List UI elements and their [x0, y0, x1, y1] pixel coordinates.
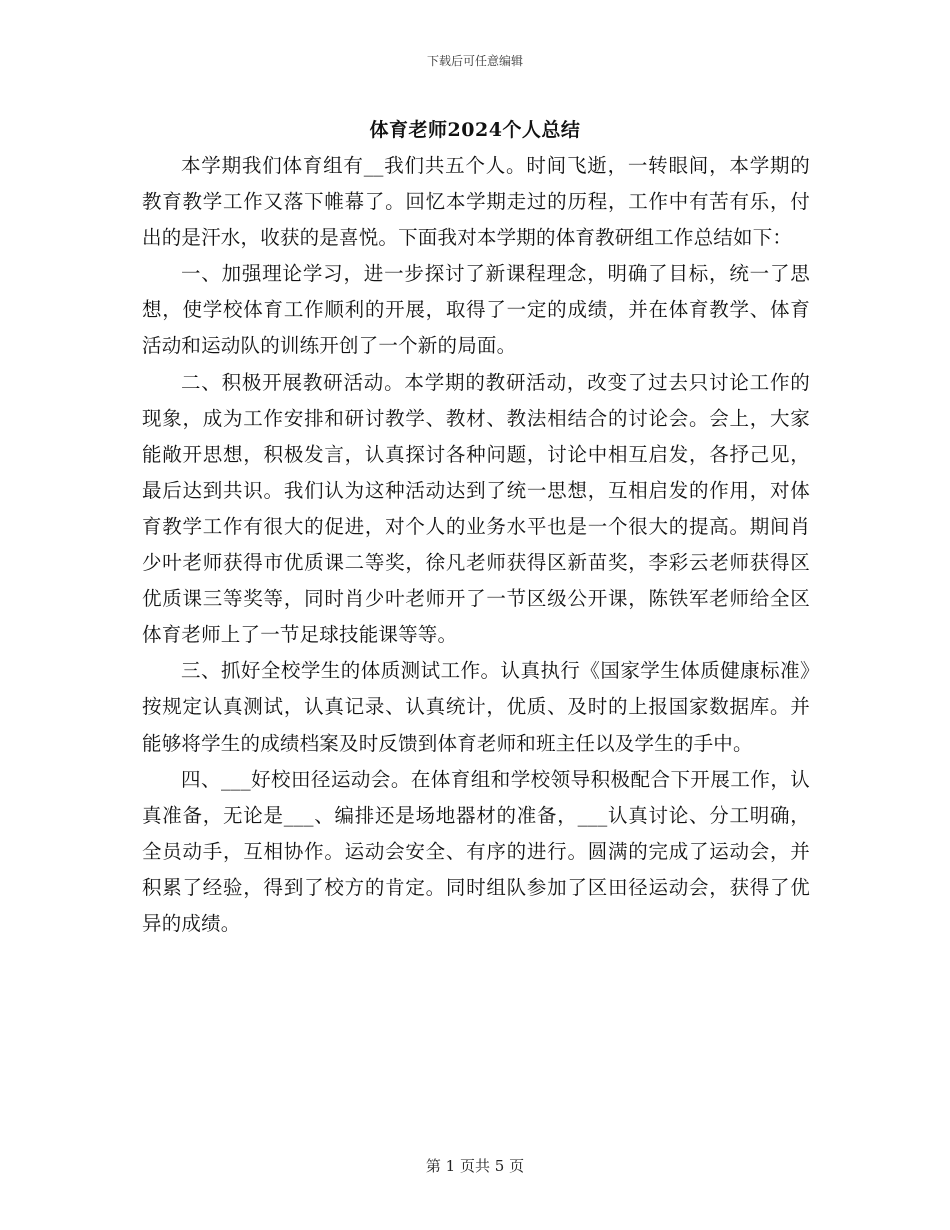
paragraph-teaching-research: 二、积极开展教研活动。本学期的教研活动，改变了过去只讨论工作的现象，成为工作安排和研讨教学、教材、教法相结合的讨论会。会上，大家能敞开思想，积极发言，认真探讨各种问题，讨论中相互启发，各抒己见，最后达到共识。我们认为这种活动达到了统一思想，互相启发的作用，对体育教学工作有很大的促进，对个人的业务水平也是一个很大的提高。期间肖少叶老师获得市优质课二等奖，徐凡老师获得区新苗奖，李彩云老师获得区优质课三等奖等，同时肖少叶老师开了一节区级公开课，陈铁军老师给全区体育老师上了一节足球技能课等等。	[142, 370, 810, 647]
paragraph-sports-meet: 四、___好校田径运动会。在体育组和学校领导积极配合下开展工作，认真准备，无论是___、编排还是场地器材的准备，___认真讨论、分工明确，全员动手，互相协作。运动会安全、有序的进行。圆满的完成了运动会，并积累了经验，得到了校方的肯定。同时组队参加了区田径运动会，获得了优异的成绩。	[142, 767, 810, 935]
document-body	[142, 148, 810, 942]
document-title: 体育老师2024个人总结	[369, 119, 581, 141]
paragraph-fitness-test: 三、抓好全校学生的体质测试工作。认真执行《国家学生体质健康标准》按规定认真测试，认真记录、认真统计，优质、及时的上报国家数据库。并能够将学生的成绩档案及时反馈到体育老师和班主任以及学生的手中。	[142, 659, 810, 755]
page-header-note: 下载后可任意编辑	[426, 54, 523, 68]
page-number: 第 1 页共 5 页	[425, 1157, 525, 1175]
paragraph-theory-study: 一、加强理论学习，进一步探讨了新课程理念，明确了目标，统一了思想，使学校体育工作顺利的开展，取得了一定的成绩，并在体育教学、体育活动和运动队的训练开创了一个新的局面。	[142, 262, 810, 358]
paragraph-intro: 本学期我们体育组有__我们共五个人。时间飞逝，一转眼间，本学期的教育教学工作又落下帷幕了。回忆本学期走过的历程，工作中有苦有乐，付出的是汗水，收获的是喜悦。下面我对本学期的体育教研组工作总结如下：	[142, 154, 810, 250]
